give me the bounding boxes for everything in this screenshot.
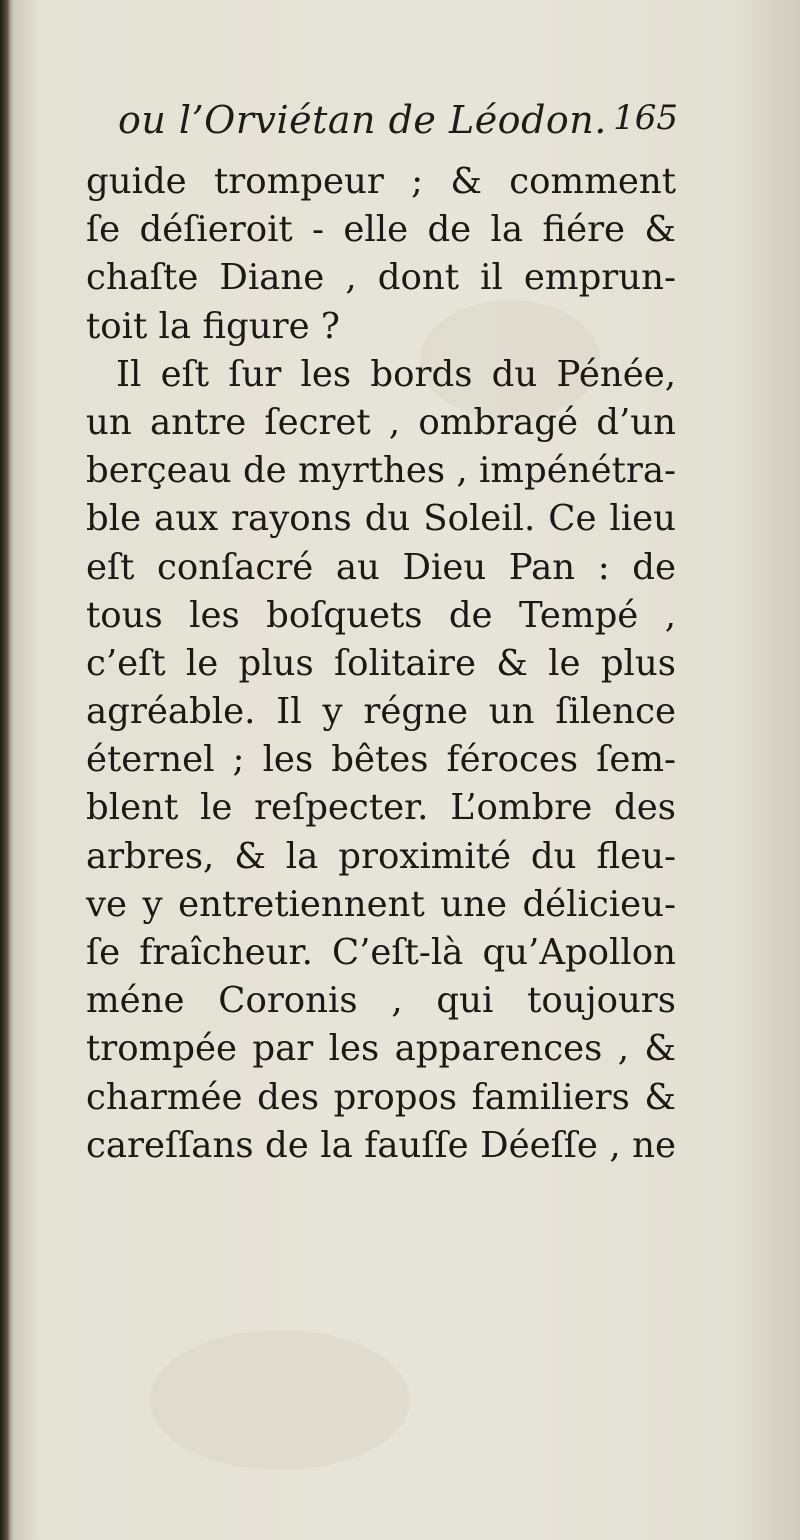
text-line: blent le reſpecter. L’ombre des [86, 787, 676, 829]
text-line: méne Coronis , qui toujours [86, 980, 676, 1022]
text-line: agréable. Il y régne un ſilence [86, 691, 676, 733]
text-line: éternel ; les bêtes féroces ſem- [86, 739, 676, 781]
text-line: ble aux rayons du Soleil. Ce lieu [86, 498, 676, 540]
text-line: careſſans de la fauſſe Déeſſe , ne [86, 1124, 676, 1166]
text-line: charmée des propos familiers & [86, 1076, 676, 1118]
text-line: ſe fraîcheur. C’eſt-là qu’Apollon [86, 932, 676, 973]
text-line: arbres, & la proximité du fleu- [86, 835, 676, 877]
page-number: 165 [613, 98, 678, 138]
text-line: trompée par les apparences , & [86, 1028, 676, 1070]
binding-shadow [0, 0, 10, 1540]
text-line: toit la figure ? [86, 305, 340, 347]
running-title: ou l’Orviétan de Léodon. [118, 98, 607, 142]
text-line: guide trompeur ; & comment [86, 161, 676, 202]
text-line: tous les boſquets de Tempé , [86, 594, 676, 636]
paragraph-start-line: Il eſt ſur les bords du Pénée, [116, 353, 676, 395]
text-line: un antre ſecret , ombragé d’un [86, 401, 676, 443]
text-line: ve y entretiennent une délicieu- [86, 883, 676, 925]
text-line: eſt conſacré au Dieu Pan : de [86, 546, 676, 588]
page-header [118, 98, 678, 148]
body-text [86, 158, 676, 1170]
text-line: c’eſt le plus ſolitaire & le plus [86, 642, 676, 684]
paper-stain [150, 1330, 410, 1470]
text-line: ſe déſieroit - elle de la fiére & [86, 209, 676, 251]
text-line: chaſte Diane , dont il emprun- [86, 257, 676, 299]
text-line: berçeau de myrthes , impénétra- [86, 450, 676, 492]
